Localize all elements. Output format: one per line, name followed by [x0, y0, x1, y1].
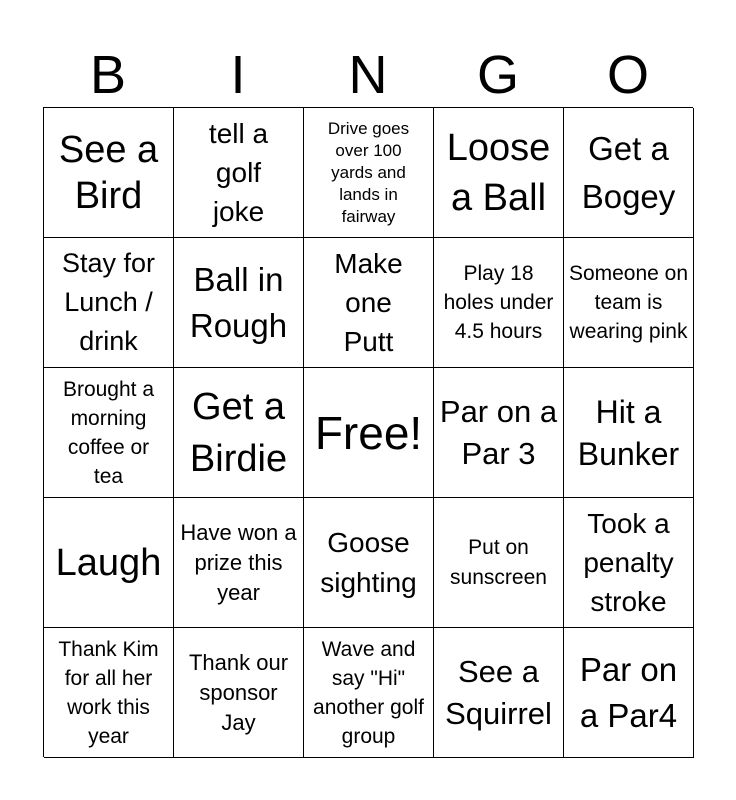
bingo-cell[interactable] [174, 108, 304, 238]
cell-text: Drive goes over 100 yards and lands in fairway [327, 118, 410, 226]
bingo-cell[interactable] [304, 238, 434, 368]
cell-text: Stay for Lunch / drink [61, 248, 156, 356]
cell-text: Loose a Ball [446, 126, 551, 219]
free-space-cell[interactable] [304, 368, 434, 498]
bingo-cell[interactable] [174, 238, 304, 368]
header-letter-o: O [606, 45, 649, 105]
cell-text: Make one Putt [334, 248, 403, 357]
cell-text: Took a penalty stroke [583, 508, 674, 617]
cell-text: Goose sighting [320, 526, 417, 598]
bingo-cell[interactable] [564, 368, 694, 498]
bingo-cell[interactable] [564, 498, 694, 628]
bingo-cell[interactable] [564, 628, 694, 758]
cell-text: Thank our sponsor Jay [188, 649, 289, 735]
bingo-header [43, 44, 693, 106]
cell-text: See a Bird [58, 128, 159, 217]
cell-text: Brought a morning coffee or tea [62, 377, 155, 488]
bingo-cell[interactable] [304, 498, 434, 628]
header-letter-n: N [348, 45, 388, 105]
cell-text: Get a Birdie [189, 385, 288, 480]
bingo-cell[interactable] [44, 628, 174, 758]
bingo-cell[interactable] [434, 108, 564, 238]
bingo-cell[interactable] [44, 498, 174, 628]
bingo-cell[interactable] [434, 368, 564, 498]
cell-text: Par on a Par4 [579, 650, 678, 734]
bingo-cell[interactable] [434, 238, 564, 368]
cell-text: Free! [314, 406, 423, 459]
bingo-cell[interactable] [174, 368, 304, 498]
bingo-cell[interactable] [174, 628, 304, 758]
cell-text: Have won a prize this year [180, 519, 297, 605]
bingo-cell[interactable] [44, 108, 174, 238]
cell-text: Play 18 holes under 4.5 hours [443, 262, 554, 343]
cell-text: Ball in Rough [189, 260, 288, 344]
cell-text: tell a golf joke [208, 118, 269, 227]
cell-text: Wave and say "Hi" another golf group [313, 637, 424, 748]
bingo-cell[interactable] [564, 108, 694, 238]
bingo-grid [43, 107, 693, 757]
header-letter-g: G [476, 45, 519, 105]
cell-text: Laugh [55, 541, 162, 584]
cell-text: Put on sunscreen [450, 535, 547, 589]
bingo-cell[interactable] [44, 238, 174, 368]
cell-text: Par on a Par 3 [439, 393, 558, 471]
cell-text: Someone on team is wearing pink [568, 262, 689, 343]
bingo-cell[interactable] [174, 498, 304, 628]
bingo-cell[interactable] [434, 628, 564, 758]
bingo-cell[interactable] [564, 238, 694, 368]
cell-text: Thank Kim for all her work this year [58, 637, 159, 748]
header-letter-b: B [89, 45, 127, 105]
cell-text: See a Squirrel [445, 653, 552, 731]
bingo-cell[interactable] [44, 368, 174, 498]
bingo-cell[interactable] [434, 498, 564, 628]
bingo-cell[interactable] [304, 628, 434, 758]
cell-text: Get a Bogey [581, 129, 676, 215]
cell-text: Hit a Bunker [577, 393, 680, 472]
header-letter-i: I [230, 45, 246, 105]
bingo-cell[interactable] [304, 108, 434, 238]
